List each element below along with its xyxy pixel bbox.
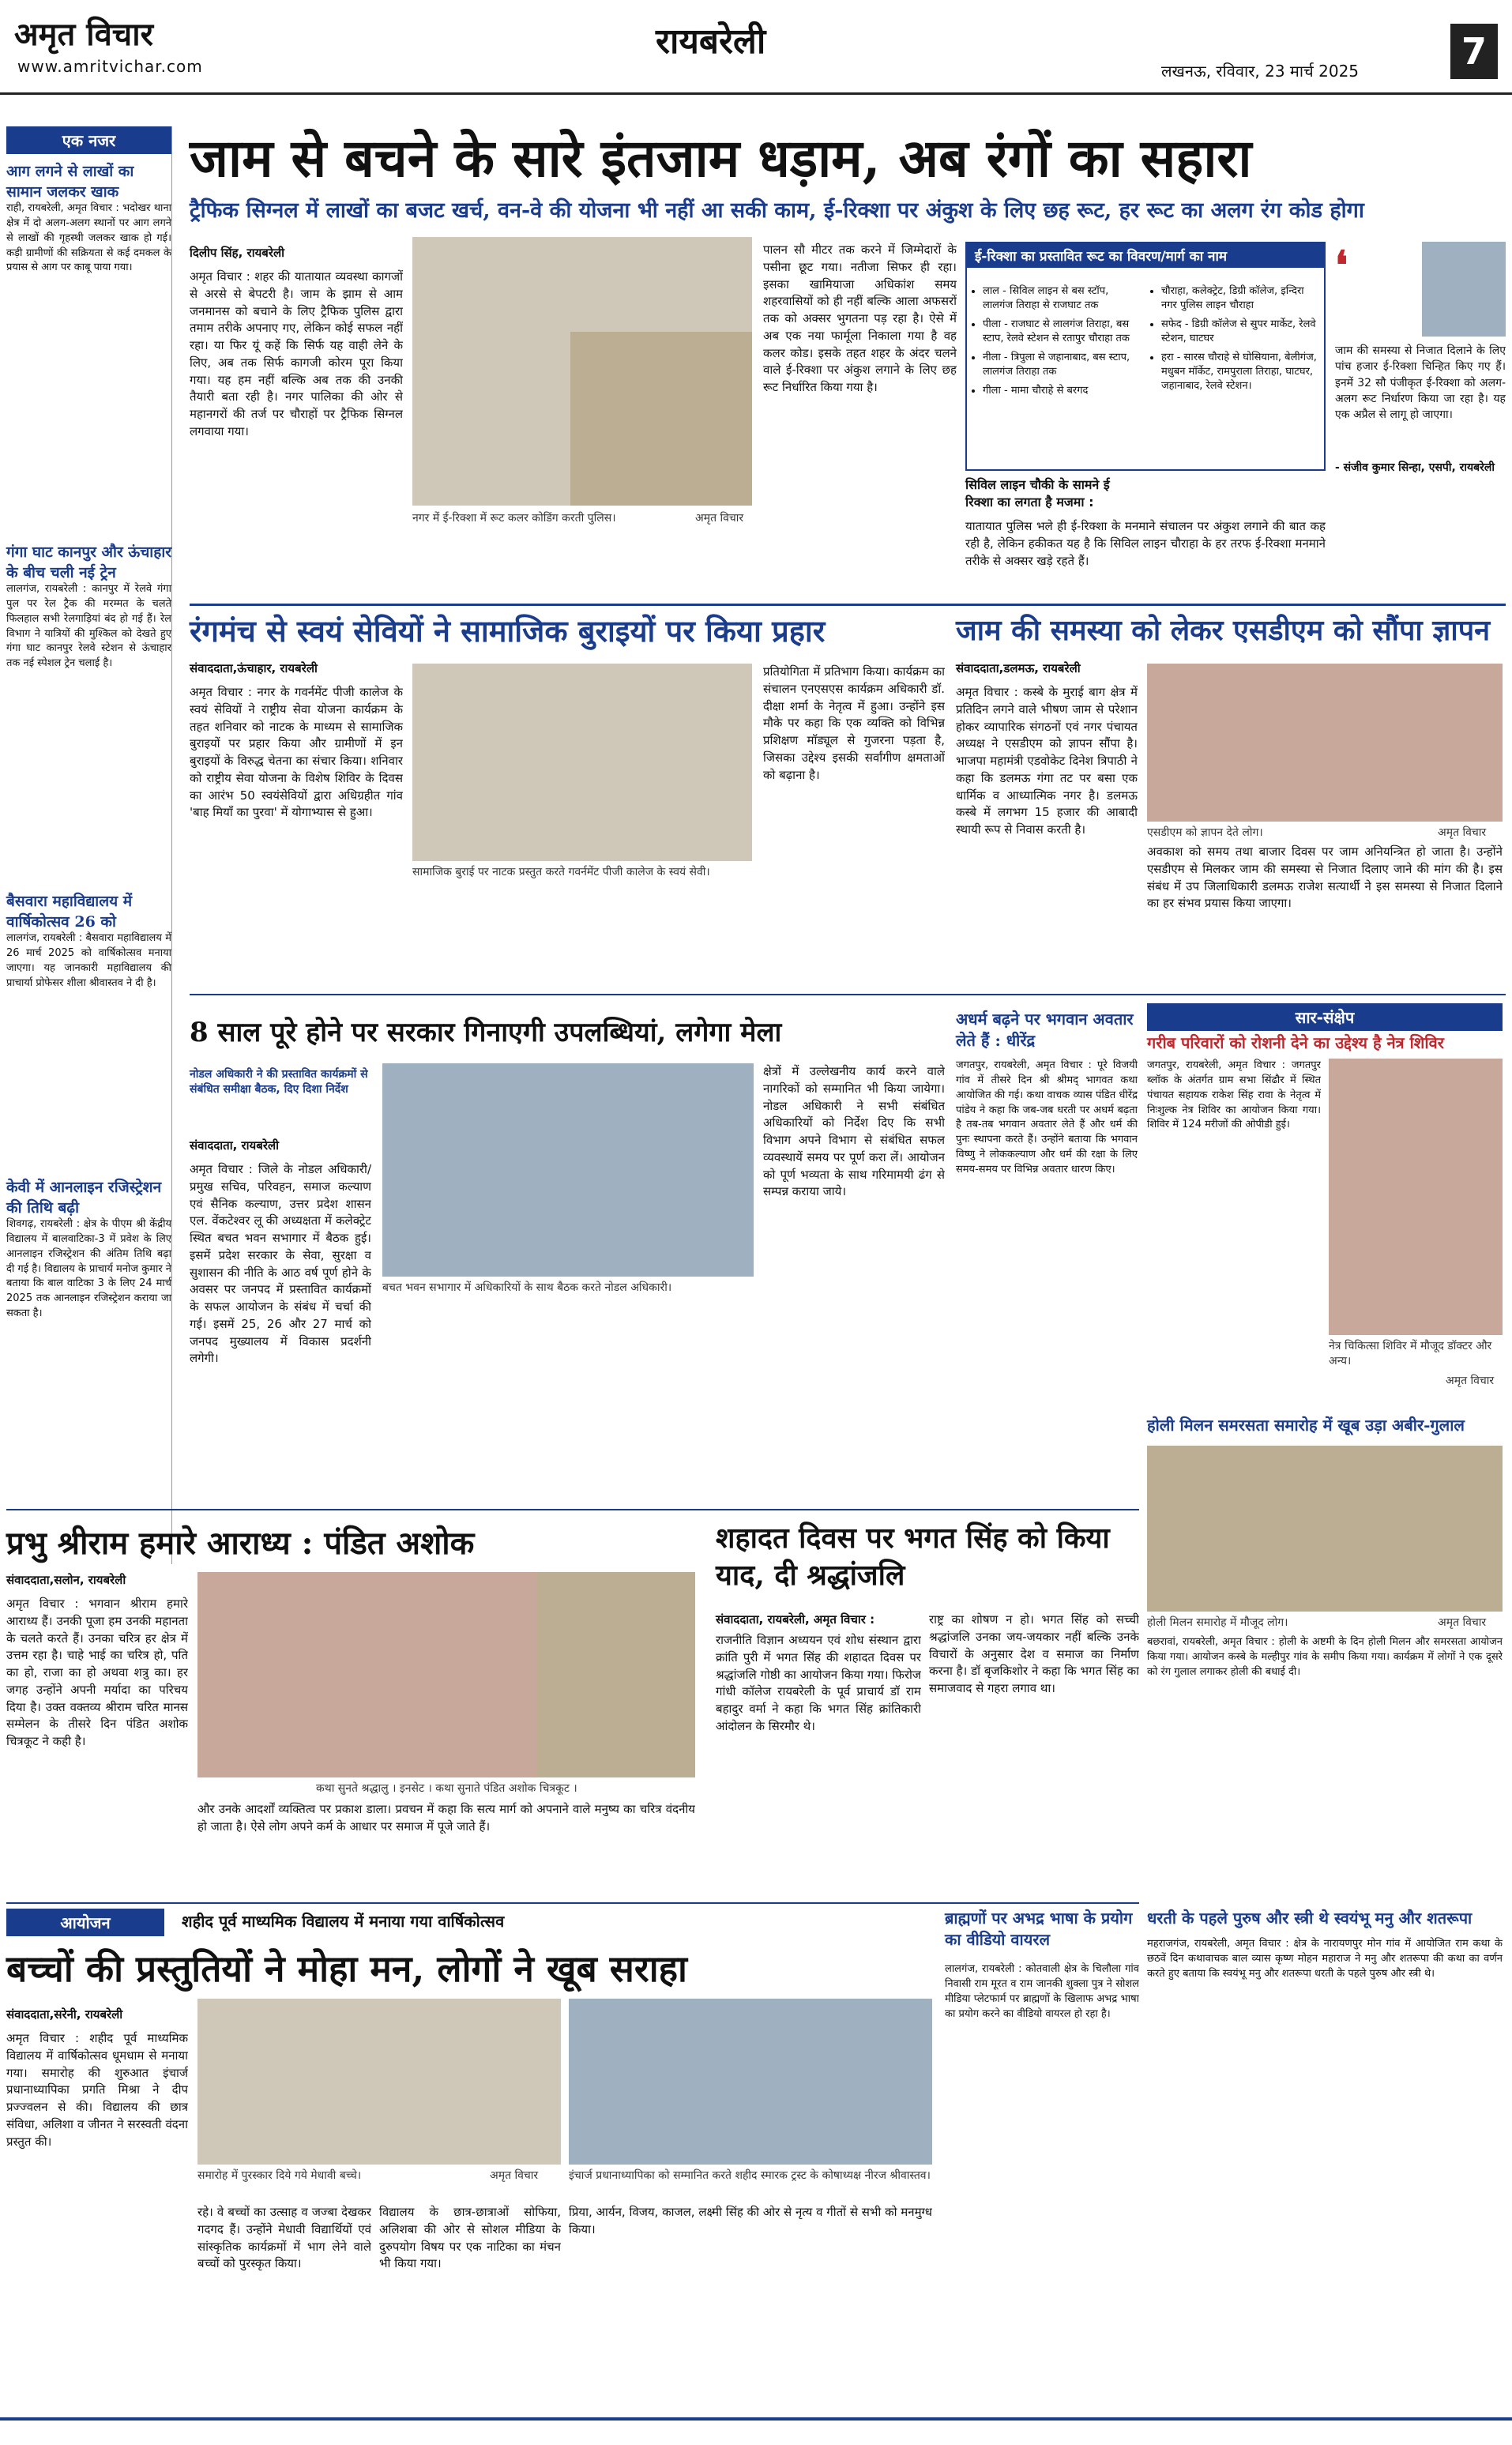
route-item: • सफेद - डिग्री कॉलेज से सुपर मार्केट, रेलवे स्टेशन, घाटघर [1161, 316, 1322, 344]
photo-credit: अमृत विचार [1446, 1375, 1495, 1387]
photo-credit: अमृत विचार [1438, 826, 1487, 839]
story-body-2: अवकाश को समय तथा बाजार दिवस पर जाम अनियन्त्रित हो जाता है। उन्होंने एसडीएम से मिलकर जाम की समस्या से निजात दिलाए जाने की मांग की है। इस संबंध में उप जिलाधिकारी डलमऊ राजेश सत्यार्थी ने इस समस्या से निजात दिलाने का हर संभव प्रयास किया जाएगा। [1147, 844, 1503, 911]
story-body: अमृत विचार : भगवान श्रीराम हमारे आराध्य हैं। उनकी पूजा हम उनकी महानता के चलते करते हैं। उनका चरित्र हर क्षेत्र में उत्तम रहा है। चाहे भाई का चरित्र हो, पति का हो, राजा का हो अथवा शत्रु का। हर जगह उन्होंने अपनी मर्यादा का परिचय दिया है। उक्त वक्तव्य श्रीराम चरित मानस सम्मेलन के तीसरे दिन पंडित अशोक चित्रकूट ने कही है। [6, 1597, 188, 1748]
lead-deck: ट्रैफिक सिग्नल में लाखों का बजट खर्च, वन-वे की योजना भी नहीं आ सकी काम, ई-रिक्शा पर अंकुश के लिए छह रूट, हर रूट का अलग रंग कोड होगा [190, 198, 1364, 223]
story-body-2: राष्ट्र का शोषण न हो। भगत सिंह को सच्ची श्रद्धांजलि उनका जय-जयकार नहीं बल्कि उनके विचारों के अनुसार देश व समाज का निर्माण करना है। डॉ बृजकिशोर ने कहा कि भगत सिंह का समाजवाद से गहरा लगाव था। [929, 1612, 1139, 1695]
story-byline: संवाददाता, रायबरेली [190, 1138, 280, 1153]
lead-body-2: पालन सौ मीटर तक करने में जिम्मेदारों के पसीना छूट गया। नतीजा सिफर ही रहा। इसका खामियाजा अधिकांश समय शहरवासियों को ही नहीं बल्कि आला अफसरों तक को अक्सर भुगतना पड़ रहा है। ऐसे में अब एक नया फार्मूला निकाला गया है वह कलर कोड। इसके तहत शहर के अंदर चलने वाले ई-रिक्शा पर अंकुश लगाने के लिए छह रूट निर्धारित किया गया है। [763, 243, 957, 394]
page-number: 7 [1450, 24, 1498, 79]
section-label: आयोजन [6, 1909, 164, 1936]
story-photo [382, 1063, 754, 1277]
story-byline: संवाददाता,सलोन, रायबरेली [6, 1573, 126, 1587]
lead-headline: जाम से बचने के सारे इंतजाम धड़ाम, अब रंगों का सहारा [190, 127, 1252, 189]
story-body-3: विद्यालय के छात्र-छात्राओं सोफिया, अलिशबा की ओर से सोशल मीडिया के दुरुपयोग विषय पर एक नाटिका का मंचन भी किया गया। [379, 2205, 561, 2271]
story-headline: रंगमंच से स्वयं सेवियों ने सामाजिक बुराइयों पर किया प्रहार [190, 613, 826, 649]
route-item: • हरा - सारस चौराहे से घोसियाना, बेलीगंज, मधुबन मॉर्केट, रामपुराला तिराहा, घाटघर, जहानाबाद, रेलवे स्टेशन। [1161, 349, 1322, 392]
sidebar-text: लालगंज, रायबरेली : बैसवारा महाविद्यालय में 26 मार्च 2025 को वार्षिकोत्सव मनाया जाएगा। यह जानकारी महाविद्यालय की प्राचार्या प्रोफेसर शीला श्रीवास्तव ने दी है। [6, 932, 171, 989]
story-headline: जाम की समस्या को लेकर एसडीएम को सौंपा ज्ञापन [956, 614, 1491, 647]
divider [190, 604, 1506, 606]
story-headline: शहादत दिवस पर भगत सिंह को किया याद, दी श्रद्धांजलि [716, 1522, 1110, 1592]
route-box-title: ई-रिक्शा का प्रस्तावित रूट का विवरण/मार्ग का नाम [967, 243, 1324, 268]
story-headline: 8 साल पूरे होने पर सरकार गिनाएगी उपलब्धियां, लगेगा मेला [190, 1017, 782, 1048]
story-headline: प्रभु श्रीराम हमारे आराध्य : पंडित अशोक [6, 1525, 475, 1562]
story-photo-2 [569, 1999, 932, 2165]
newspaper-logo: अमृत विचार [14, 16, 153, 53]
story-headline: अधर्म बढ़ने पर भगवान अवतार लेते हैं : धीरेंद्र [956, 1010, 1134, 1050]
story-byline: संवाददाता,ऊंचाहार, रायबरेली [190, 661, 318, 675]
brief-headline: धरती के पहले पुरुष और स्त्री थे स्वयंभू मनु और शतरूपा [1147, 1909, 1473, 1928]
brief-photo [1329, 1059, 1503, 1335]
route-item: • पीला - राजघाट से लालगंज तिराहा, बस स्टाप, रेलवे स्टेशन से रतापुर चौराहा तक [983, 316, 1141, 344]
story-body: अमृत विचार : कस्बे के मुराई बाग क्षेत्र में प्रतिदिन लगने वाले भीषण जाम से परेशान होकर व्यापारिक संगठनों एवं नगर पंचायत अध्यक्ष ने एसडीएम को ज्ञापन सौंपा है। भाजपा महामंत्री एडवोकेट दिनेश त्रिपाठी ने कहा कि डलमऊ गंगा तट पर बसा एक धार्मिक व आध्यात्मिक नगर है। डलमऊ कस्बे में लगभग 15 हजार की आबादी स्थायी रूप से निवास करती है। [956, 685, 1138, 837]
story-body-2: क्षेत्रों में उल्लेखनीय कार्य करने वाले नागरिकों को सम्मानित भी किया जायेगा। नोडल अधिकारी ने सभी संबंधित अधिकारियों को निर्देश दिए कि सभी विभाग अपने विभाग से संबंधित सफल व्यवस्थायें समय पर पूर्ण करा लें। आयोजन को पूर्ण भव्यता के साथ गरिमामयी ढंग से सम्पन्न कराया जाये। [763, 1064, 945, 1199]
divider [6, 1509, 1139, 1510]
route-box [965, 242, 1326, 471]
photo-credit: अमृत विचार [695, 512, 744, 525]
website-url[interactable]: www.amritvichar.com [17, 57, 203, 76]
photo-caption: सामाजिक बुराई पर नाटक प्रस्तुत करते गवर्नमेंट पीजी कालेज के स्वयं सेवी। [412, 866, 710, 878]
sidebar [6, 126, 172, 1564]
brief-body: जगतपुर, रायबरेली, अमृत विचार : जगतपुर ब्लॉक के अंतर्गत ग्राम सभा सिंढौर में स्थित पंचायत सहायक राकेश सिंह रावा के नेतृत्व में निःशुल्क नेत्र शिविर का आयोजन किया गया। शिविर में 124 मरीजों की ओपीडी हुई। [1147, 1059, 1321, 1131]
story-headline: ब्राह्मणों पर अभद्र भाषा के प्रयोग का वीडियो वायरल [945, 1909, 1133, 1949]
photo-credit: अमृत विचार [490, 2169, 539, 2182]
divider [190, 994, 1506, 995]
lead-byline: दिलीप सिंह, रायबरेली [190, 246, 285, 260]
section-label: सार-संक्षेप [1147, 1003, 1503, 1031]
quote-box [1335, 242, 1506, 597]
story-body-4: प्रिया, आर्यन, विजय, काजल, लक्ष्मी सिंह की ओर से नृत्य व गीतों से सभी को मनमुग्ध किया। [569, 2205, 932, 2236]
edition-city: रायबरेली [656, 21, 766, 62]
story-photo [197, 1572, 537, 1777]
photo-caption: कथा सुनते श्रद्धालु । इनसेट । कथा सुनाते पंडित अशोक चित्रकूट । [316, 1782, 577, 1795]
story-kicker: नोडल अधिकारी ने की प्रस्तावित कार्यक्रमों से संबंधित समीक्षा बैठक, दिए दिशा निर्देश [190, 1068, 368, 1096]
story-body: जगतपुर, रायबरेली, अमृत विचार : पूरे विजयी गांव में तीसरे दिन श्री श्रीमद् भागवत कथा आयोजित की गई। कथा वाचक व्यास पंडित धीरेंद्र पांडेय ने कहा कि जब-जब धरती पर अधर्म बढ़ता है तब-तब भगवान अवतार लेते हैं और धर्म की पुनः स्थापना करते हैं। उन्होंने बताया कि भगवान विष्णु ने लोककल्याण और धर्म की रक्षा के लिए समय-समय पर विभिन्न अवतार धारण किए। [956, 1059, 1138, 1175]
photo-credit: अमृत विचार [1438, 1616, 1487, 1629]
quote-text: जाम की समस्या से निजात दिलाने के लिए पांच हजार ई-रिक्शा चिन्हित किए गए हैं। इनमें 32 सौ पंजीकृत ई-रिक्शा को अलग-अलग रूट निर्धारण किया जा रहा है। यह एक अप्रैल से लागू हो जाएगा। [1335, 344, 1506, 422]
inset-photo [537, 1572, 695, 1777]
sidebar-text: लालगंज, रायबरेली : कानपुर में रेलवे गंगा पुल पर रेल ट्रैक की मरम्मत के चलते फिलहाल सभी रेलगाड़ियां बंद हो गई हैं। रेल विभाग ने यात्रियों की मुश्किल को देखते हुए गंगा घाट कानपुर रेलवे स्टेशन से ऊंचाहार तक नई स्पेशल ट्रेन चलाई है। [6, 583, 171, 670]
lead-body-3: यातायात पुलिस भले ही ई-रिक्शा के मनमाने संचालन पर अंकुश लगाने की बात कह रही है, लेकिन हकीकत यह है कि सिविल लाइन चौराहा के हर तरफ ई-रिक्शा मनमाने तरीके से अक्सर खड़े रहते हैं। [965, 519, 1326, 568]
sidebar-text: शिवगढ़, रायबरेली : क्षेत्र के पीएम श्री केंद्रीय विद्यालय में बालवाटिका-3 में प्रवेश के लिए आनलाइन रजिस्ट्रेशन की अंतिम तिथि बढ़ा दी गई है। विद्यालय के प्राचार्य मनोज कुमार ने बताया कि बाल वाटिका 3 के लिए 24 मार्च 2025 तक आनलाइन रजिस्ट्रेशन कराया जा सकता है। [6, 1218, 171, 1320]
quote-text-intro [1359, 250, 1419, 337]
photo-caption: होली मिलन समारोह में मौजूद लोग। [1147, 1616, 1288, 1629]
quote-attribution: - संजीव कुमार सिन्हा, एसपी, रायबरेली [1335, 461, 1495, 474]
lead-body: अमृत विचार : शहर की यातायात व्यवस्था कागजों से अरसे से बेपटरी है। जाम के झाम से आम जनमानस को बचाने के लिए ट्रैफिक पुलिस द्वारा तमाम तरीके अपनाए गए, लेकिन कोई सफल नहीं रहा। या फिर यूं कहें कि सिर्फ यह वाही लेने के लिए, अब तक सिर्फ कागजी कोरम पूरा किया गया। यह हम नहीं बल्कि अब तक की उनकी तैयारी बता रही है। नगर पालिका की ओर से महानगरों की तर्ज पर चौराहों पर ट्रैफिक सिग्नल लगवाया गया। [190, 269, 403, 438]
route-list-right [1145, 283, 1322, 397]
photo-caption: एसडीएम को ज्ञापन देते लोग। [1147, 826, 1263, 839]
story-body: लालगंज, रायबरेली : कोतवाली क्षेत्र के चिलौला गांव निवासी राम मूरत व राम जानकी शुक्ला पुत्र ने सोशल मीडिया प्लेटफार्म पर ब्राह्मणों के खिलाफ अभद्र भाषा का प्रयोग करने का वीडियो वायरल हो रहा है। [945, 1963, 1139, 2020]
brief-photo [1147, 1446, 1503, 1612]
story-headline: बच्चों की प्रस्तुतियों ने मोहा मन, लोगों ने खूब सराहा [6, 1947, 687, 1990]
story-byline: संवाददाता,सरेनी, रायबरेली [6, 2007, 123, 2022]
masthead [0, 0, 1512, 95]
brief-headline: गरीब परिवारों को रोशनी देने का उद्देश्य है नेत्र शिविर [1147, 1033, 1444, 1052]
story-byline: संवाददाता, रायबरेली, अमृत विचार : [716, 1612, 875, 1627]
photo-caption: समारोह में पुरस्कार दिये गये मेधावी बच्चे। [197, 2169, 362, 2182]
dateline: लखनऊ, रविवार, 23 मार्च 2025 [1161, 62, 1360, 81]
story-body: अमृत विचार : शहीद पूर्व माध्यमिक विद्यालय में वार्षिकोत्सव धूमधाम से मनाया गया। समारोह की शुरुआत इंचार्ज प्रधानाध्यापिका प्रगति मिश्रा ने दीप प्रज्ज्वलन से की। विद्यालय की छात्र संविधा, अलिशा व जीनत ने सरस्वती वंदना प्रस्तुत की। [6, 2031, 188, 2149]
brief-body: बछरावां, रायबरेली, अमृत विचार : होली के अष्टमी के दिन होली मिलन और समरसता आयोजन किया गया। आयोजन कस्बे के मल्हीपुर गांव के समीप किया गया। कार्यक्रम में लोगों ने एक दूसरे को रंग गुलाल लगाकर होली की बधाई दी। [1147, 1636, 1503, 1678]
divider [6, 1902, 1139, 1904]
story-kicker: शहीद पूर्व माध्यमिक विद्यालय में मनाया गया वार्षिकोत्सव [182, 1912, 505, 1931]
sidebar-headline: आग लगने से लाखों का सामान जलकर खाक [6, 163, 134, 201]
route-list-left [967, 283, 1141, 401]
story-photo [197, 1999, 561, 2165]
story-body-2: प्रतियोगिता में प्रतिभाग किया। कार्यक्रम का संचालन एनएसएस कार्यक्रम अधिकारी डॉ. दीक्षा शर्मा के नेतृत्व में हुआ। उन्होंने इस मौके पर कहा कि एक व्यक्ति को विभिन्न प्रशिक्षण मॉड्यूल से गुजरना पड़ता है, जिसका उद्देश्य इसकी सर्वांगीण क्षमताओं को बढ़ाना है। [763, 664, 945, 782]
story-photo [1147, 664, 1503, 822]
route-item: • गीला - मामा चौराहे से बरगद [983, 382, 1141, 397]
brief-body: महराजगंज, रायबरेली, अमृत विचार : क्षेत्र के नारायणपुर मोन गांव में आयोजित राम कथा के छठवें दिन कथावाचक बाल व्यास कृष्ण मोहन महाराज ने मनु और शतरूपा की कथा का वर्णन करते हुए बताया कि स्वयंभू मनु और शतरूपा धरती के पहले पुरुष और स्त्री थे। [1147, 1938, 1503, 1980]
photo-caption: नगर में ई-रिक्शा में रूट कलर कोडिंग करती पुलिस। [412, 512, 616, 525]
story-byline: संवाददाता,डलमऊ, रायबरेली [956, 661, 1081, 675]
photo-caption: इंचार्ज प्रधानाध्यापिका को सम्मानित करते शहीद स्मारक ट्रस्ट के कोषाध्यक्ष नीरज श्रीवास्तव। [569, 2169, 931, 2182]
sidebar-headline: केवी में आनलाइन रजिस्ट्रेशन की तिथि बढ़ी [6, 1179, 162, 1217]
route-item: • चौराहा, कलेक्ट्रेट, डिग्री कॉलेज, इन्दिरा नगर पुलिस लाइन चौराहा [1161, 283, 1322, 311]
route-item: • लाल - सिविल लाइन से बस स्टॉप, लालगंज तिराहा से राजघाट तक [983, 283, 1141, 311]
subhead: सिविल लाइन चौकी के सामने ई रिक्शा का लगता है मजमा : [965, 477, 1110, 510]
quote-mark-icon: ❛ [1335, 242, 1348, 288]
photo-caption: बचत भवन सभागार में अधिकारियों के साथ बैठक करते नोडल अधिकारी। [382, 1281, 672, 1294]
story-body-2: रहे। वे बच्चों का उत्साह व जज्बा देखकर गदगद हैं। उन्होंने मेधावी विद्यार्थियों एवं सांस्कृतिक कार्यक्रमों में भाग लेने वाले बच्चों को पुरस्कृत किया। [197, 2205, 371, 2271]
footer-rule [0, 2417, 1512, 2421]
sidebar-headline: बैसवारा महाविद्यालय में वार्षिकोत्सव 26 को [6, 893, 133, 931]
sidebar-label: एक नजर [6, 126, 171, 154]
sidebar-text: राही, रायबरेली, अमृत विचार : भदोखर थाना क्षेत्र में दो अलग-अलग स्थानों पर आग लगने से लाखों की गृहस्थी जलकर खाक हो गई। कड़ी ग्रामीणों की सक्रियता से कई दमकल के प्रयास से आग पर काबू पाया गया। [6, 202, 171, 274]
story-body-2: और उनके आदर्शों व्यक्तित्व पर प्रकाश डाला। प्रवचन में कहा कि सत्य मार्ग को अपनाने वाले मनुष्य का चरित्र वंदनीय हो जाता है। ऐसे लोग अपने कर्म के आधार पर समाज में पूजे जाते हैं। [197, 1802, 695, 1834]
lead-photo-2 [570, 332, 752, 506]
route-item: • नीला - त्रिपुला से जहानाबाद, बस स्टाप, लालगंज तिराहा तक [983, 349, 1141, 378]
photo-caption: नेत्र चिकित्सा शिविर में मौजूद डॉक्टर और अन्य। [1329, 1340, 1492, 1367]
story-body: अमृत विचार : नगर के गवर्नमेंट पीजी कालेज के स्वयं सेवियों ने राष्ट्रीय सेवा योजना कार्यक्रम के तहत शनिवार को नाटक के माध्यम से सामाजिक बुराइयों पर प्रहार किया और ग्रामीणों में इन बुराइयों के विरुद्ध चेतना का संचार किया। शनिवार को राष्ट्रीय सेवा योजना के विशेष शिविर के दिवस का आरंभ 50 स्वयंसेवियों द्वारा अधिग्रहीत गांव 'बाह मियाँ का पुरवा' में योगाभ्यास से हुआ। [190, 685, 403, 820]
story-body: अमृत विचार : जिले के नोडल अधिकारी/प्रमुख सचिव, परिवहन, समाज कल्याण एवं सैनिक कल्याण, उत्तर प्रदेश शासन एल. वेंकटेश्वर लू की अध्यक्षता में कलेक्ट्रेट स्थित बचत भवन सभागार में बैठक हुई। इसमें प्रदेश सरकार के सेवा, सुरक्षा व सुशासन की नीति के आठ वर्ष पूर्ण होने के अवसर पर जनपद में प्रस्तावित कार्यक्रमों के सफल आयोजन के संबंध में चर्चा की गई। इसमें 25, 26 और 27 मार्च को जनपद मुख्यालय में विकास प्रदर्शनी लगेगी। [190, 1162, 371, 1366]
story-photo [412, 664, 752, 861]
sidebar-headline: गंगा घाट कानपुर और ऊंचाहार के बीच चली नई ट्रेन [6, 544, 172, 581]
brief-headline: होली मिलन समरसता समारोह में खूब उड़ा अबीर-गुलाल [1147, 1416, 1465, 1435]
story-body: राजनीति विज्ञान अध्ययन एवं शोध संस्थान द्वारा क्रांति पुरी में भगत सिंह की शहादत दिवस पर श्रद्धांजलि गोष्ठी का आयोजन किया गया। फिरोज गांधी कॉलेज रायबरेली के पूर्व प्राचार्य डॉ राम बहादुर वर्मा ने कहा कि भगत सिंह क्रांतिकारी आंदोलन के सिरमौर थे। [716, 1633, 921, 1733]
officer-photo [1422, 242, 1506, 337]
